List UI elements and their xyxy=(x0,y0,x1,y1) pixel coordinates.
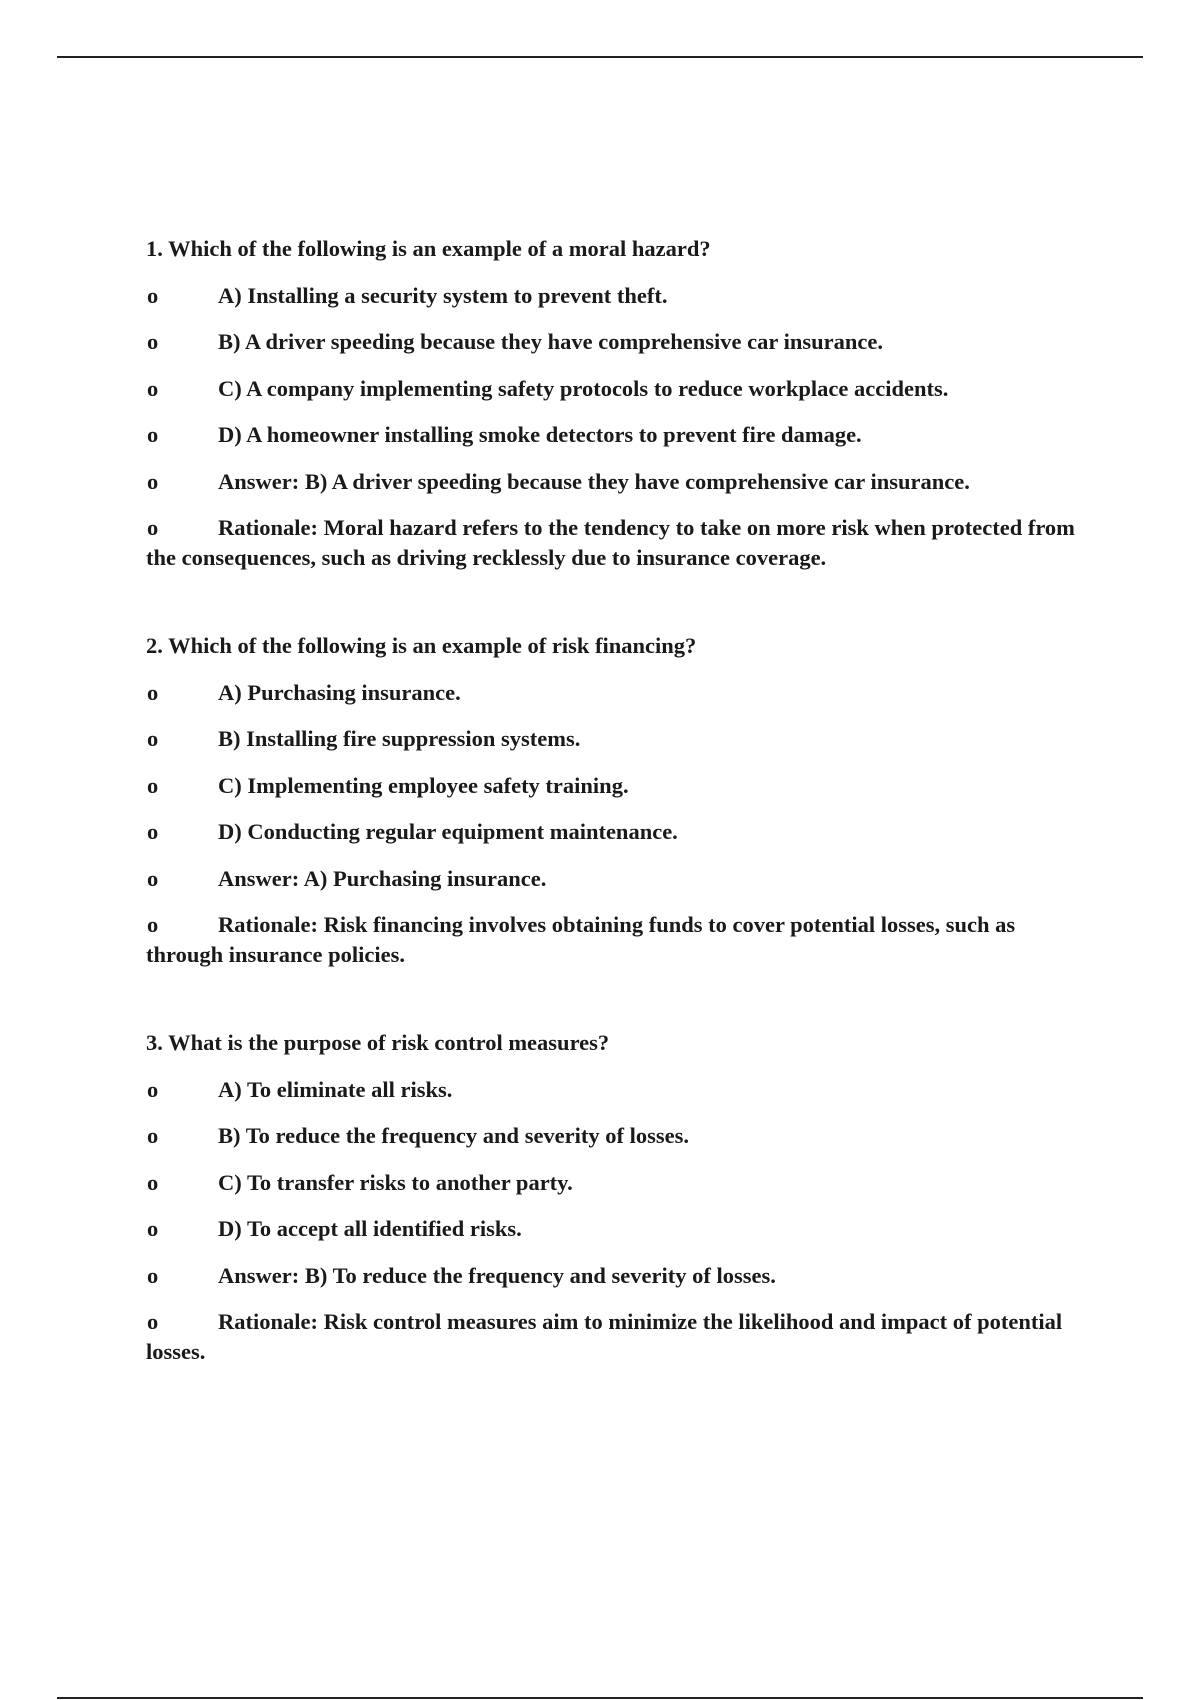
bullet-marker: o xyxy=(147,679,159,705)
option-c xyxy=(146,771,1086,801)
bullet-marker: o xyxy=(147,1076,159,1102)
option-a xyxy=(146,678,1086,708)
answer-line xyxy=(146,467,1086,497)
bullet-marker: o xyxy=(147,819,159,844)
bullet-marker: o xyxy=(147,329,159,354)
option-d xyxy=(146,1214,1086,1244)
rationale-line xyxy=(146,1307,1086,1367)
answer-text: Answer: B) A driver speeding because they have comprehensive car insurance. xyxy=(218,468,970,494)
answer-line xyxy=(146,864,1086,894)
bullet-marker: o xyxy=(147,422,159,447)
answer-text: Answer: A) Purchasing insurance. xyxy=(218,865,547,891)
option-text: B) To reduce the frequency and severity of losses. xyxy=(218,1123,690,1148)
option-text: D) A homeowner installing smoke detectors to prevent fire damage. xyxy=(218,422,862,447)
bullet-marker: o xyxy=(147,282,159,308)
document-body xyxy=(146,234,1086,1367)
option-a xyxy=(146,281,1086,311)
option-c xyxy=(146,1168,1086,1198)
rationale-text: Rationale: Risk financing involves obtaining funds to cover potential losses, such as through insurance policies. xyxy=(146,912,1016,967)
rationale-text: Rationale: Risk control measures aim to minimize the likelihood and impact of potential losses. xyxy=(146,1309,1063,1364)
question-title: 2. Which of the following is an example of risk financing? xyxy=(146,633,697,658)
bullet-marker: o xyxy=(147,375,159,401)
bullet-marker: o xyxy=(147,1216,159,1241)
question-3 xyxy=(146,1028,1086,1367)
rationale-text: Rationale: Moral hazard refers to the tendency to take on more risk when protected from the consequences, such as driving recklessly due to insurance coverage. xyxy=(146,515,1075,570)
question-2 xyxy=(146,631,1086,970)
option-text: B) A driver speeding because they have comprehensive car insurance. xyxy=(218,329,883,354)
bullet-marker: o xyxy=(147,468,159,494)
option-text: C) To transfer risks to another party. xyxy=(218,1169,573,1195)
bullet-marker: o xyxy=(147,772,159,798)
answer-line xyxy=(146,1261,1086,1291)
option-a xyxy=(146,1075,1086,1105)
option-b xyxy=(146,1121,1086,1151)
option-b xyxy=(146,724,1086,754)
option-c xyxy=(146,374,1086,404)
option-text: D) Conducting regular equipment maintenance. xyxy=(218,819,678,844)
question-title: 1. Which of the following is an example of a moral hazard? xyxy=(146,236,711,261)
header-rule xyxy=(57,56,1143,58)
option-d xyxy=(146,420,1086,450)
option-text: C) A company implementing safety protocols to reduce workplace accidents. xyxy=(218,375,949,401)
bullet-marker: o xyxy=(147,726,159,751)
option-text: A) Purchasing insurance. xyxy=(218,679,461,705)
question-title: 3. What is the purpose of risk control measures? xyxy=(146,1030,610,1055)
option-text: C) Implementing employee safety training. xyxy=(218,772,629,798)
bullet-marker: o xyxy=(147,912,159,937)
option-text: A) To eliminate all risks. xyxy=(218,1076,453,1102)
rationale-line xyxy=(146,513,1086,573)
bullet-marker: o xyxy=(147,1169,159,1195)
option-text: B) Installing fire suppression systems. xyxy=(218,726,581,751)
option-text: A) Installing a security system to prevent theft. xyxy=(218,282,668,308)
bullet-marker: o xyxy=(147,1309,159,1334)
bullet-marker: o xyxy=(147,865,159,891)
option-d xyxy=(146,817,1086,847)
bullet-marker: o xyxy=(147,515,159,540)
question-1 xyxy=(146,234,1086,573)
bullet-marker: o xyxy=(147,1123,159,1148)
answer-text: Answer: B) To reduce the frequency and severity of losses. xyxy=(218,1262,776,1288)
bullet-marker: o xyxy=(147,1262,159,1288)
option-b xyxy=(146,327,1086,357)
footer-rule xyxy=(57,1697,1143,1699)
option-text: D) To accept all identified risks. xyxy=(218,1216,522,1241)
rationale-line xyxy=(146,910,1086,970)
